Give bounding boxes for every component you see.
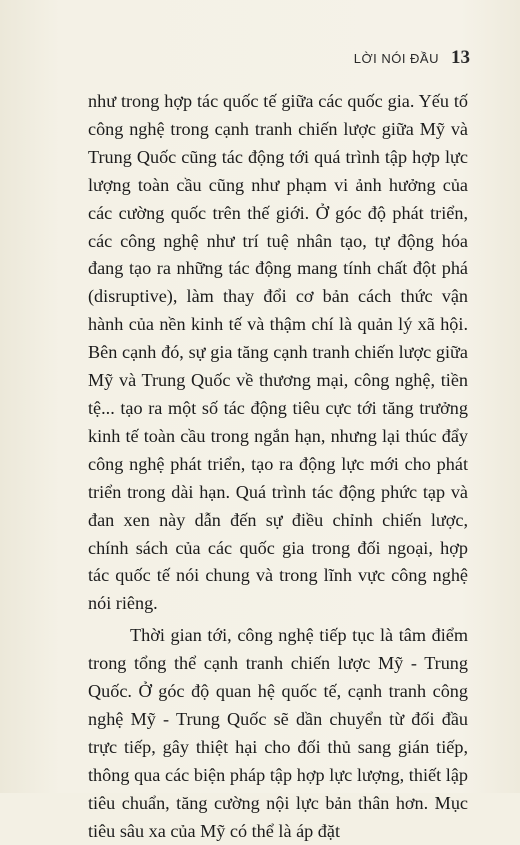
running-header <box>354 47 470 69</box>
paragraph: Thời gian tới, công nghệ tiếp tục là tâm điểm trong tổng thể cạnh tranh chiến lược Mỹ - Trung Quốc. Ở góc độ quan hệ quốc tế, cạnh tranh công nghệ Mỹ - Trung Quốc sẽ dần chuyển từ đối đầu trực tiếp, gây thiệt hại cho đối thủ sang gián tiếp, thông qua các biện pháp tập hợp lực lượng, thiết lập tiêu chuẩn, tăng cường nội lực bản thân hơn. Mục tiêu sâu xa của Mỹ có thể là áp đặt <box>88 625 468 841</box>
body-text <box>88 88 468 845</box>
chapter-title: LỜI NÓI ĐẦU <box>353 51 439 66</box>
paragraph-continued: như trong hợp tác quốc tế giữa các quốc gia. Yếu tố công nghệ trong cạnh tranh chiến lược giữa Mỹ và Trung Quốc cũng tác động tới quá trình tập hợp lực lượng toàn cầu cũng như phạm vi ảnh hưởng của các cường quốc trên thế giới. Ở góc độ phát triển, các công nghệ như trí tuệ nhân tạo, tự động hóa đang tạo ra những tác động mang tính chất đột phá (disruptive), làm thay đổi cơ bản cách thức vận hành của nền kinh tế và thậm chí là quản lý xã hội. Bên cạnh đó, sự gia tăng cạnh tranh chiến lược giữa Mỹ và Trung Quốc về thương mại, công nghệ, tiền tệ... tạo ra một số tác động tiêu cực tới tăng trưởng kinh tế toàn cầu trong ngắn hạn, nhưng lại thúc đẩy công nghệ phát triển, tạo ra động lực mới cho phát triển trong dài hạn. Quá trình tác động phức tạp và đan xen này dẫn đến sự điều chỉnh chiến lược, chính sách của các quốc gia trong đối ngoại, hợp tác quốc tế nói chung và trong lĩnh vực công nghệ nói riêng. <box>88 91 468 614</box>
page-number: 13 <box>451 47 470 68</box>
